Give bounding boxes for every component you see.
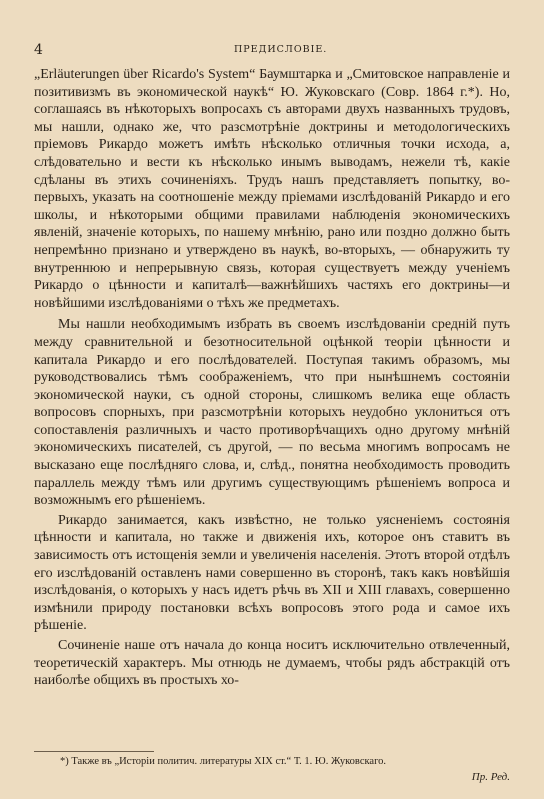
paragraph-1: „Erläuterungen über Ricardo's System“ Баумштарка и „Смитовское направленіе и позитивизмъ въ экономической наукѣ“ Ю. Жуковскаго (Совр. 1864 г.*). Но, соглашаясь въ нѣкоторыхъ вопросахъ съ авторами двухъ названныхъ трудовъ, мы нашли, однако же, что разсмотрѣніе доктрины и методологическихъ пріемовъ Рикардо можетъ имѣть нѣсколько отличныя точки исхода, а, слѣдовательно и вести къ нѣсколько инымъ выводамъ, нежели тѣ, какіе сдѣланы въ этихъ сочиненіяхъ. Трудъ нашъ представляетъ попытку, во-первыхъ, указать на соотношеніе между пріемами изслѣдованій Рикардо и его школы, и нѣкоторыми общими правилами наблюденія экономическихъ явленій, значеніе которыхъ, по нашему мнѣнію, рано или поздно должно быть непремѣнно признано и утверждено въ наукѣ, во-вторыхъ, — обнаружить ту внутреннюю и непрерывную связь, которая существуетъ между ученіемъ Рикардо о цѣнности и капиталѣ—важнѣйшихъ частяхъ его доктрины—и новѣйшими изслѣдованіями о тѣхъ же предметахъ. xyxy=(34,67,510,311)
paragraph-3: Рикардо занимается, какъ извѣстно, не только уясненіемъ состоянія цѣнности и капитала, но также и движенія ихъ, которое онъ ставитъ въ зависимость отъ истощенія земли и увеличенія населенія. Этотъ второй отдѣлъ его изслѣдованій оставленъ нами совершенно въ сторонѣ, такъ какъ новѣйшія изслѣдованія, о которыхъ у насъ идетъ рѣчь въ XII и XIII главахъ, совершенно измѣнили природу постановки всѣхъ вопросовъ этого рода и самое ихъ рѣшеніе. xyxy=(34,512,510,634)
paragraph-4: Сочиненіе наше отъ начала до конца носитъ исключительно отвлеченный, теоретическій характеръ. Мы отнюдь не думаемъ, чтобы рядъ абстракцій отъ наиболѣе общихъ въ простыхъ хо- xyxy=(34,638,510,689)
page-body xyxy=(34,66,510,692)
footnote: *) Также въ „Исторіи политич. литературы XIX ст.“ Т. 1. Ю. Жуковскаго. xyxy=(60,756,387,767)
running-head: ПРЕДИСЛОВІЕ. xyxy=(234,44,328,55)
paragraph-2: Мы нашли необходимымъ избрать въ своемъ изслѣдованіи средній путь между сравнительной и безотносительной оцѣнкой теоріи цѣнности и капитала Рикардо и его послѣдователей. Поступая такимъ образомъ, мы руководствовались тѣмъ соображеніемъ, что при нынѣшнемъ состояніи экономической науки, съ одной стороны, слишкомъ велика еще область вопросовъ спорныхъ, при разсмотрѣніи которыхъ неудобно уклониться отъ сопоставленія различныхъ и часто противорѣчащихъ одно другому мнѣній экономическихъ писателей, съ другой, — по весьма многимъ вопросамъ не высказано еще послѣдняго слова, и, слѣд., понятна необходимость проводить параллель между тѣмъ или другимъ существующимъ рѣшеніемъ вопроса и возможнымъ его рѣшеніемъ. xyxy=(34,317,510,509)
footnote-signature: Пр. Ред. xyxy=(471,771,510,783)
footnote-divider xyxy=(34,751,154,752)
page-header xyxy=(34,42,510,58)
page-number: 4 xyxy=(34,42,43,58)
